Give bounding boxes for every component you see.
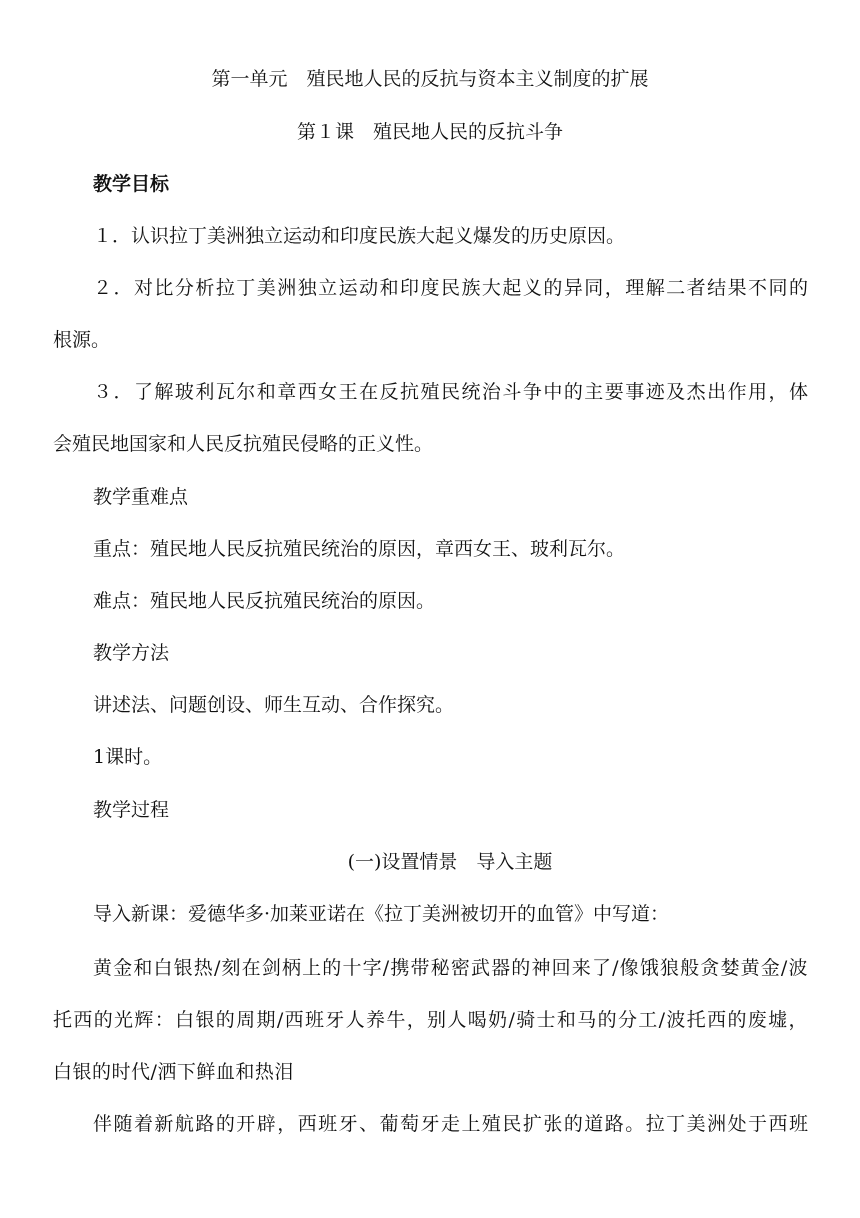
poem-line-3: 白银的时代/洒下鲜血和热泪: [53, 1061, 294, 1083]
unit-title: 第一单元 殖民地人民的反抗与资本主义制度的扩展: [211, 68, 649, 90]
methods-heading: 教学方法: [93, 642, 170, 664]
key-points-heading: 教学重难点: [93, 486, 189, 508]
key-point: 重点：殖民地人民反抗殖民统治的原因，章西女王、玻利瓦尔。: [93, 538, 626, 560]
objective-2-line2: 根源。: [53, 329, 111, 351]
objectives-heading: 教学目标: [93, 173, 170, 195]
objective-1: １．认识拉丁美洲独立运动和印度民族大起义爆发的历史原因。: [93, 225, 626, 247]
difficulty: 难点：殖民地人民反抗殖民统治的原因。: [93, 590, 436, 612]
objective-2-line1: ２．对比分析拉丁美洲独立运动和印度民族大起义的异同，理解二者结果不同的: [93, 277, 808, 299]
section-1-title: (一)设置情景 导入主题: [347, 851, 553, 873]
objective-3-line2: 会殖民地国家和人民反抗殖民侵略的正义性。: [53, 433, 434, 455]
duration: 1课时。: [93, 746, 163, 768]
lesson-title: 第１课 殖民地人民的反抗斗争: [296, 121, 563, 143]
poem-line-2: 托西的光辉：白银的周期/西班牙人养牛，别人喝奶/骑士和马的分工/波托西的废墟，: [53, 1009, 808, 1031]
objective-3-line1: ３．了解玻利瓦尔和章西女王在反抗殖民统治斗争中的主要事迹及杰出作用，体: [93, 381, 808, 403]
methods: 讲述法、问题创设、师生互动、合作探究。: [93, 694, 455, 716]
process-heading: 教学过程: [93, 799, 170, 821]
last-paragraph-line: 伴随着新航路的开辟，西班牙、葡萄牙走上殖民扩张的道路。拉丁美洲处于西班: [93, 1113, 808, 1135]
poem-line-1: 黄金和白银热/刻在剑柄上的十字/携带秘密武器的神回来了/像饿狼般贪婪黄金/波: [93, 957, 808, 979]
intro-text: 导入新课：爱德华多·加莱亚诺在《拉丁美洲被切开的血管》中写道：: [93, 903, 670, 925]
